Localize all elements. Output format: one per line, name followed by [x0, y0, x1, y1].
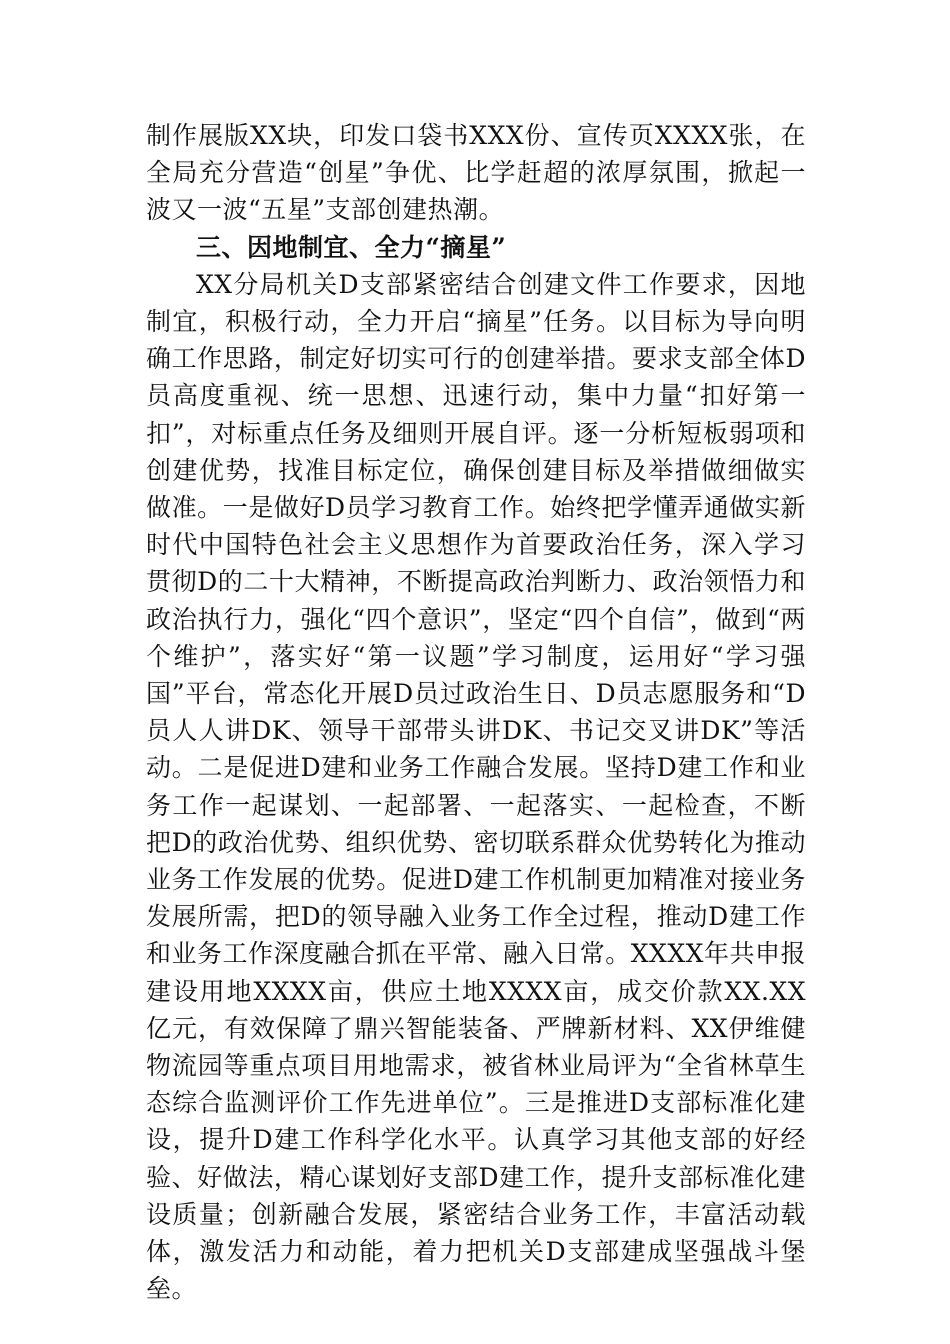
- paragraph-body: XX分局机关D支部紧密结合创建文件工作要求，因地制宜，积极行动，全力开启“摘星”任务。以目标为导向明确工作思路，制定好切实可行的创建举措。要求支部全体D员高度重视、统一思想、迅速行动，集中力量“扣好第一扣”，对标重点任务及细则开展自评。逐一分析短板弱项和创建优势，找准目标定位，确保创建目标及举措做细做实做准。一是做好D员学习教育工作。始终把学懂弄通做实新时代中国特色社会主义思想作为首要政治任务，深入学习贯彻D的二十大精神，不断提高政治判断力、政治领悟力和政治执行力，强化“四个意识”，坚定“四个自信”，做到“两个维护”，落实好“第一议题”学习制度，运用好“学习强国”平台，常态化开展D员过政治生日、D员志愿服务和“D员人人讲DK、领导干部带头讲DK、书记交叉讲DK”等活动。二是促进D建和业务工作融合发展。坚持D建工作和业务工作一起谋划、一起部署、一起落实、一起检查，不断把D的政治优势、组织优势、密切联系群众优势转化为推动业务工作发展的优势。促进D建工作机制更加精准对接业务发展所需，把D的领导融入业务工作全过程，推动D建工作和业务工作深度融合抓在平常、融入日常。XXXX年共申报建设用地XXXX亩，供应土地XXXX亩，成交价款XX.XX亿元，有效保障了鼎兴智能装备、严牌新材料、XX伊维健物流园等重点项目用地需求，被省林业局评为“全省林草生态综合监测评价工作先进单位”。三是推进D支部标准化建设，提升D建工作科学化水平。认真学习其他支部的好经验、好做法，精心谋划好支部D建工作，提升支部标准化建设质量；创新融合发展，紧密结合业务工作，丰富活动载体，激发活力和动能，着力把机关D支部建成坚强战斗堡垒。: [146, 269, 807, 1304]
- paragraph-continuation: 制作展版XX块，印发口袋书XXX份、宣传页XXXX张，在全局充分营造“创星”争优、比学赶超的浓厚氛围，掀起一波又一波“五星”支部创建热潮。: [146, 121, 806, 225]
- document-body: [146, 117, 806, 1308]
- section-heading: 三、因地制宜、全力“摘星”: [196, 232, 507, 262]
